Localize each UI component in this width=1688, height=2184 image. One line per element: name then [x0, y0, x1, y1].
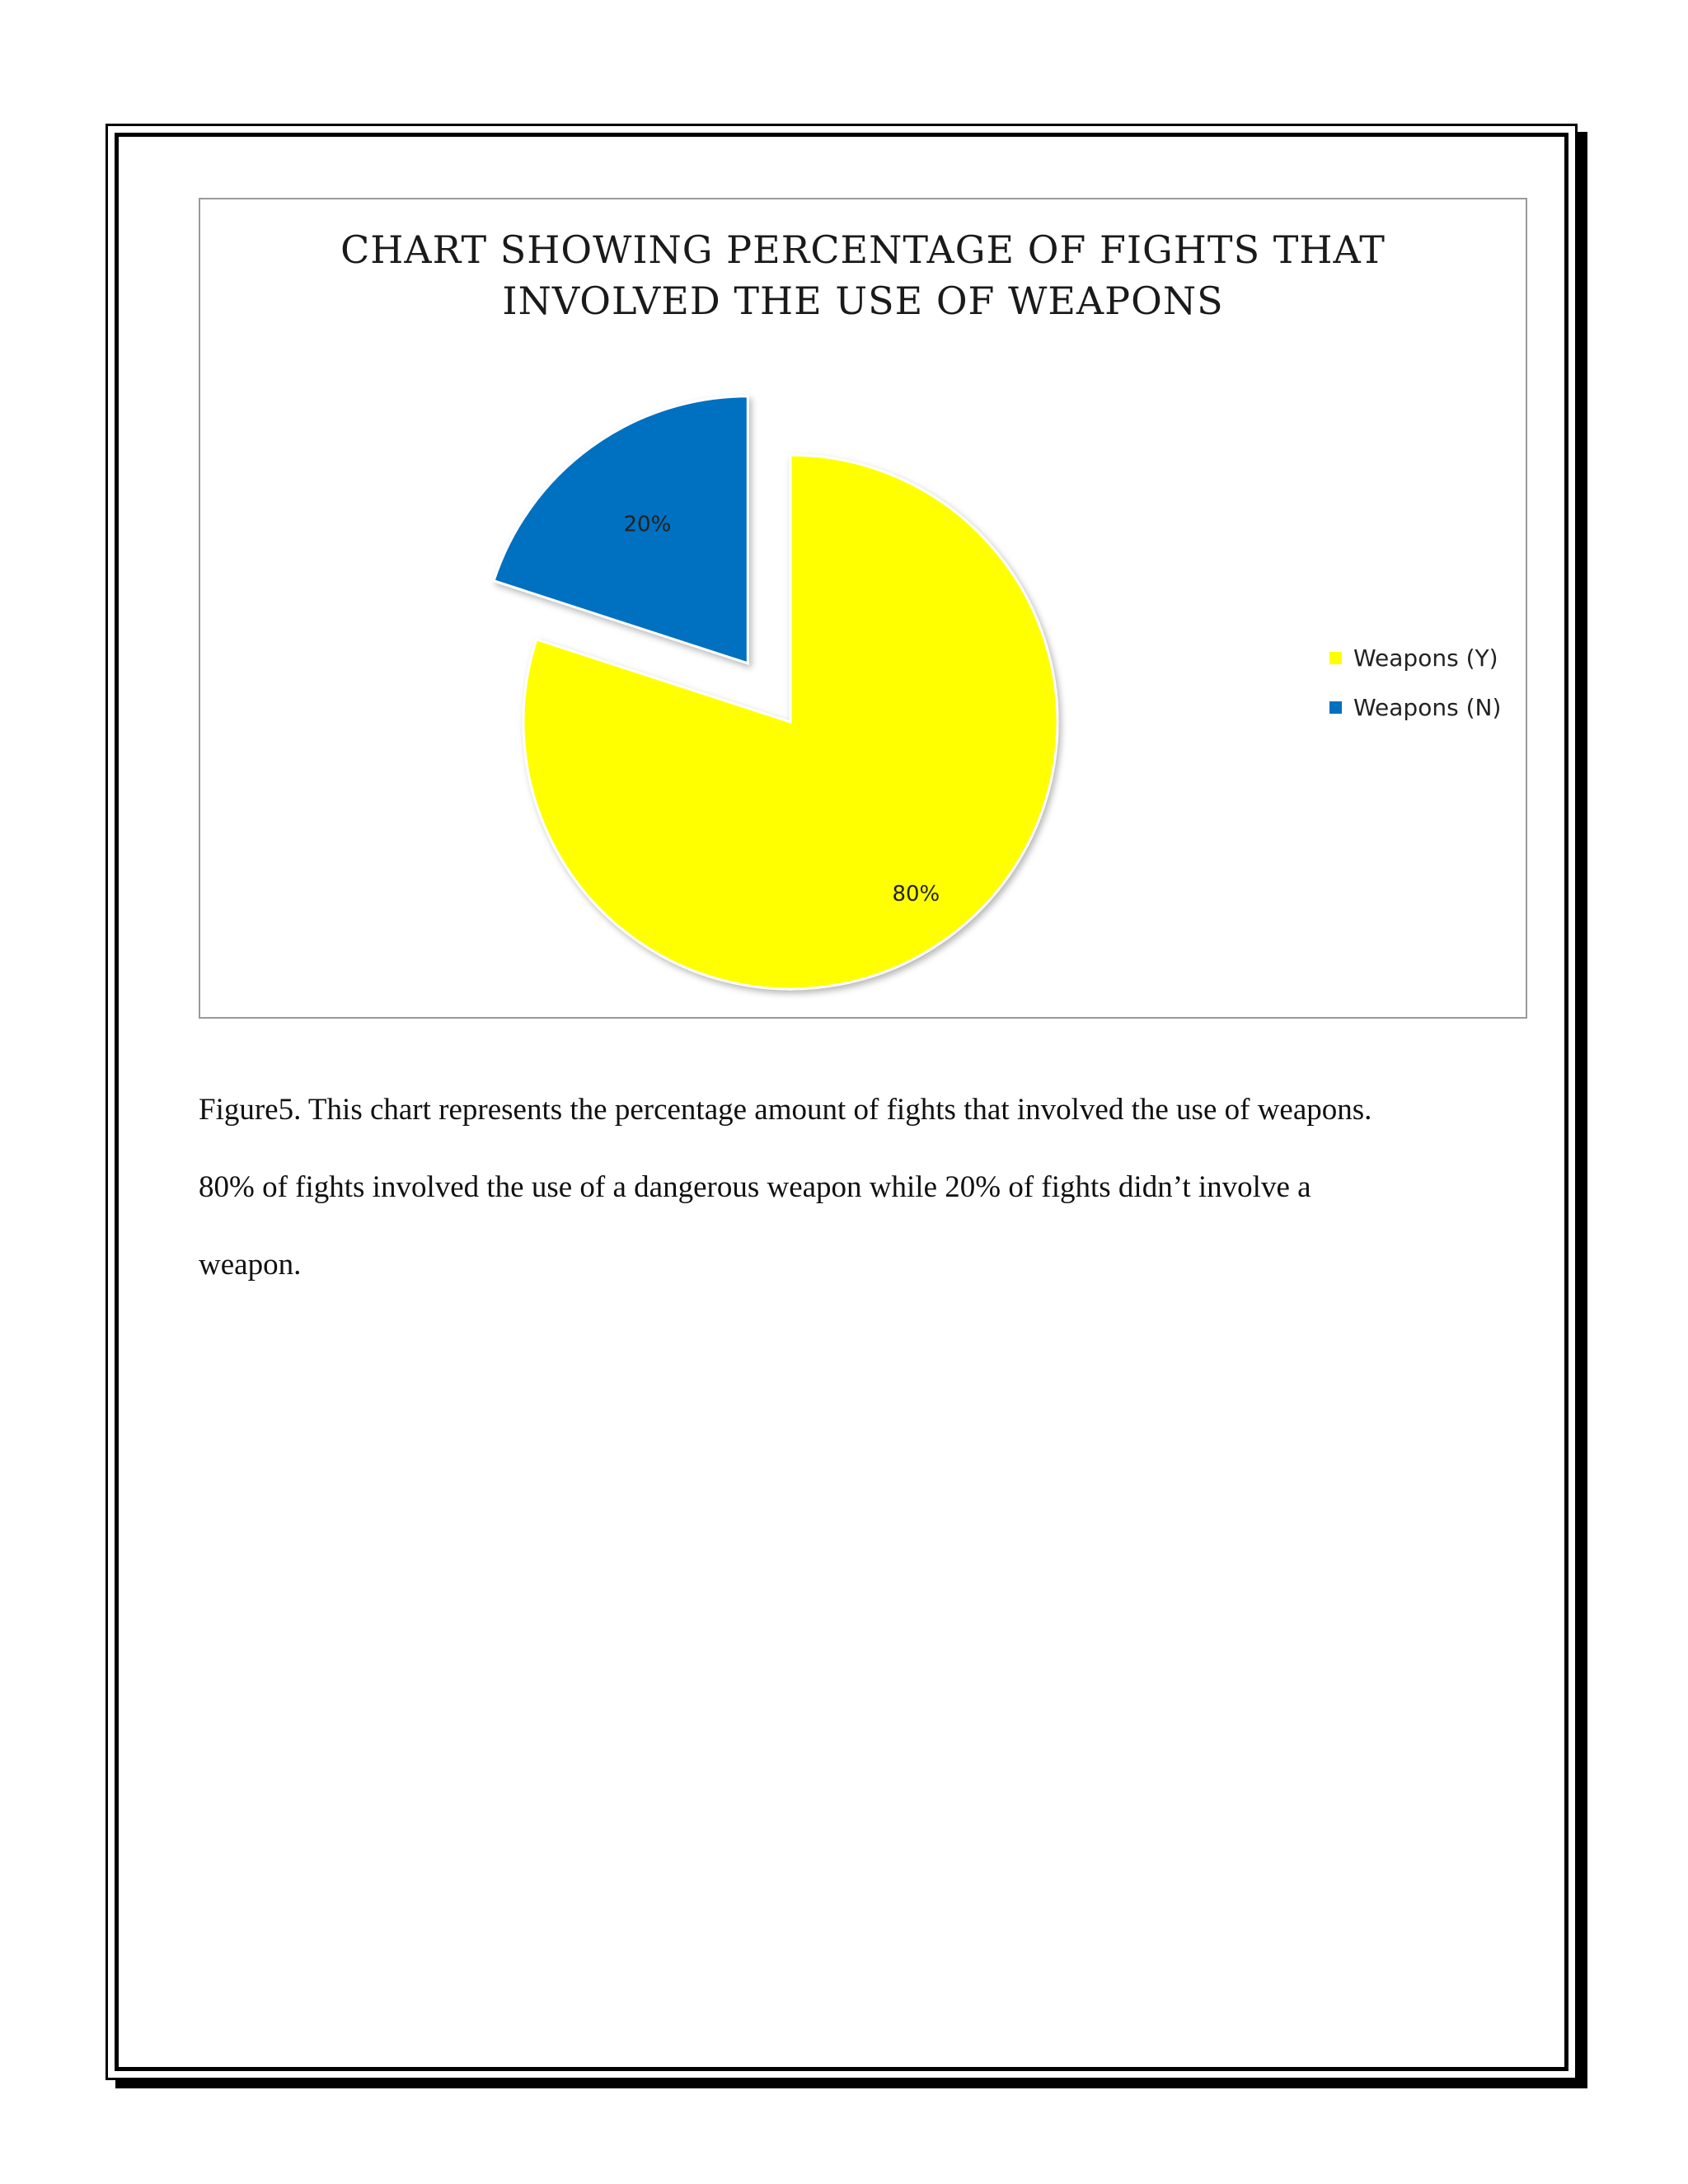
pie-chart: [200, 199, 1526, 1017]
legend-label-weapons-y: Weapons (Y): [1353, 644, 1498, 672]
legend-label-weapons-n: Weapons (N): [1353, 693, 1502, 721]
caption-line-2: 80% of fights involved the use of a dangerous weapon while 20% of fights didn’t involve a: [199, 1170, 1311, 1204]
chart-legend: [1329, 633, 1501, 732]
caption-line-3: weapon.: [199, 1248, 302, 1282]
figure-caption: [199, 1071, 1534, 1304]
data-label-weapons-n: 20%: [623, 512, 672, 537]
data-label-weapons-y: 80%: [892, 882, 940, 907]
caption-line-1: Figure5. This chart represents the percentage amount of fights that involved the use of weapons.: [199, 1093, 1372, 1127]
legend-swatch-weapons-n: [1329, 701, 1342, 714]
chart-area: [199, 198, 1527, 1019]
legend-item-weapons-n: [1329, 682, 1501, 732]
pie-slice-weapons-n: [494, 396, 748, 663]
legend-item-weapons-y: [1329, 633, 1501, 682]
chart-title: CHART SHOWING PERCENTAGE OF FIGHTS THAT INVOLVED THE USE OF WEAPONS: [340, 227, 1386, 323]
legend-swatch-weapons-y: [1329, 652, 1342, 664]
